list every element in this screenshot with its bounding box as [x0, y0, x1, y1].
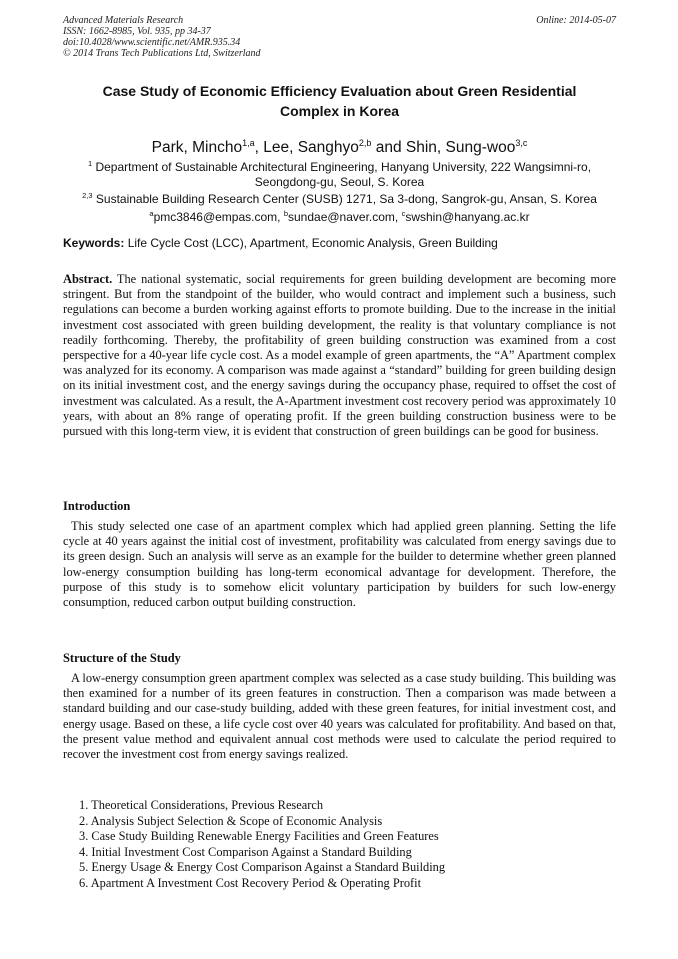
author-3: and Shin, Sung-woo — [371, 139, 516, 157]
issn: ISSN: 1662-8985, Vol. 935, pp 34-37 — [63, 26, 211, 37]
list-item: 5. Energy Usage & Energy Cost Comparison Against a Standard Building — [79, 860, 446, 875]
keywords — [63, 236, 616, 251]
paper-title — [63, 81, 616, 121]
online-date: Online: 2014-05-07 — [536, 15, 616, 26]
author-2: , Lee, Sanghyo — [254, 139, 359, 157]
abstract-label: Abstract. — [63, 272, 113, 286]
author-list — [63, 133, 616, 158]
affiliation-1-line-2: Seongdong-gu, Seoul, S. Korea — [254, 174, 425, 189]
author-3-sup: 3,c — [515, 138, 528, 148]
affiliation-2-sup: 2,3 — [82, 191, 93, 200]
introduction-text: This study selected one case of an apartment complex which had applied green planning. Setting the life cycle at 40 years against the initial cost of investment, profitability was calculated from energy savings due to its green design. Such an analysis will serve as an example for the builder to determine whether green planned low-energy consumption building has long-term economical advantage for development. Therefore, the purpose of this study is to somehow elicit voluntary participation by builders for such low-energy consumption, reduced carbon output building construction. — [63, 519, 616, 610]
affiliation-2 — [63, 189, 616, 207]
email-a[interactable]: pmc3846@empas.com, — [153, 209, 284, 224]
abstract — [63, 272, 616, 439]
affiliation-1 — [63, 157, 616, 175]
list-item: 1. Theoretical Considerations, Previous Research — [79, 798, 324, 812]
email-b[interactable]: sundae@naver.com, — [288, 209, 402, 224]
keywords-label: Keywords: — [63, 236, 125, 250]
study-steps-list — [79, 798, 599, 892]
list-item: 2. Analysis Subject Selection & Scope of Economic Analysis — [79, 813, 383, 828]
title-line-2: Complex in Korea — [279, 103, 400, 119]
email-a-sup: a — [149, 208, 154, 218]
doi: doi:10.4028/www.scientific.net/AMR.935.34 — [63, 37, 241, 48]
affiliation-2-line: Sustainable Building Research Center (SUSB) 1271, Sa 3-dong, Sangrok-gu, Ansan, S. Korea — [92, 192, 597, 206]
list-item: 6. Apartment A Investment Cost Recovery Period & Operating Profit — [79, 875, 422, 890]
email-c[interactable]: swshin@hanyang.ac.kr — [405, 209, 530, 224]
copyright: © 2014 Trans Tech Publications Ltd, Switzerland — [63, 48, 261, 59]
affiliations — [63, 157, 616, 224]
list-item: 4. Initial Investment Cost Comparison Against a Standard Building — [79, 844, 412, 859]
structure-heading: Structure of the Study — [63, 651, 181, 665]
email-b-sup: b — [283, 208, 288, 218]
author-1: Park, Mincho — [151, 139, 243, 157]
affiliation-1-sup: 1 — [87, 159, 93, 168]
structure-text: A low-energy consumption green apartment complex was selected as a case study building. This building was then examined for a number of its green features in construction. Then a comparison was made between a standard building and our case-study building, added with these green features, for initial investment cost, and energy usage. Based on these, a life cycle cost over 40 years was calculated for profitability. And based on that, the present value method and equivalent annual cost methods were used to calculate the period required to recover the investment cost from energy savings realized. — [63, 671, 616, 762]
journal-name: Advanced Materials Research — [63, 15, 184, 26]
list-item: 3. Case Study Building Renewable Energy Facilities and Green Features — [79, 829, 439, 844]
title-line-1: Case Study of Economic Efficiency Evaluation about Green Residential — [102, 83, 577, 99]
email-c-sup: c — [401, 208, 406, 218]
affiliation-1-line-1: Department of Sustainable Architectural Engineering, Hanyang University, 222 Wangsimni-ro, — [92, 160, 592, 174]
email-line — [63, 207, 616, 225]
author-1-sup: 1,a — [242, 138, 255, 148]
introduction-heading: Introduction — [63, 499, 131, 513]
publication-meta — [63, 15, 616, 59]
abstract-text: The national systematic, social requirements for green building development are becoming more stringent. But from the standpoint of the builder, who would contract and implement such a business, such regulations can become a burden working against efforts to promote building. Due to the increase in the initial investment cost associated with green building development, the reality is that voluntary compliance is not readily forthcoming. Thereby, the profitability of green building construction was examined from a cost perspective for a 40-year life cycle cost. As a model example of green apartments, the “A” Apartment complex was analyzed for its economy. A comparison was made against a “standard” building for green building design on its initial investment cost, and the energy savings during the occupancy phase, required to offset the cost of investment was calculated. As a result, the A-Apartment investment cost recovery period was approximately 10 years, with about an 8% range of operating profit. If the green building construction business were to be pursued with this long-term view, it is evident that construction of green buildings can be good for business. — [63, 272, 616, 439]
keywords-text: Life Cycle Cost (LCC), Apartment, Economic Analysis, Green Building — [124, 236, 498, 250]
author-2-sup: 2,b — [358, 138, 372, 148]
